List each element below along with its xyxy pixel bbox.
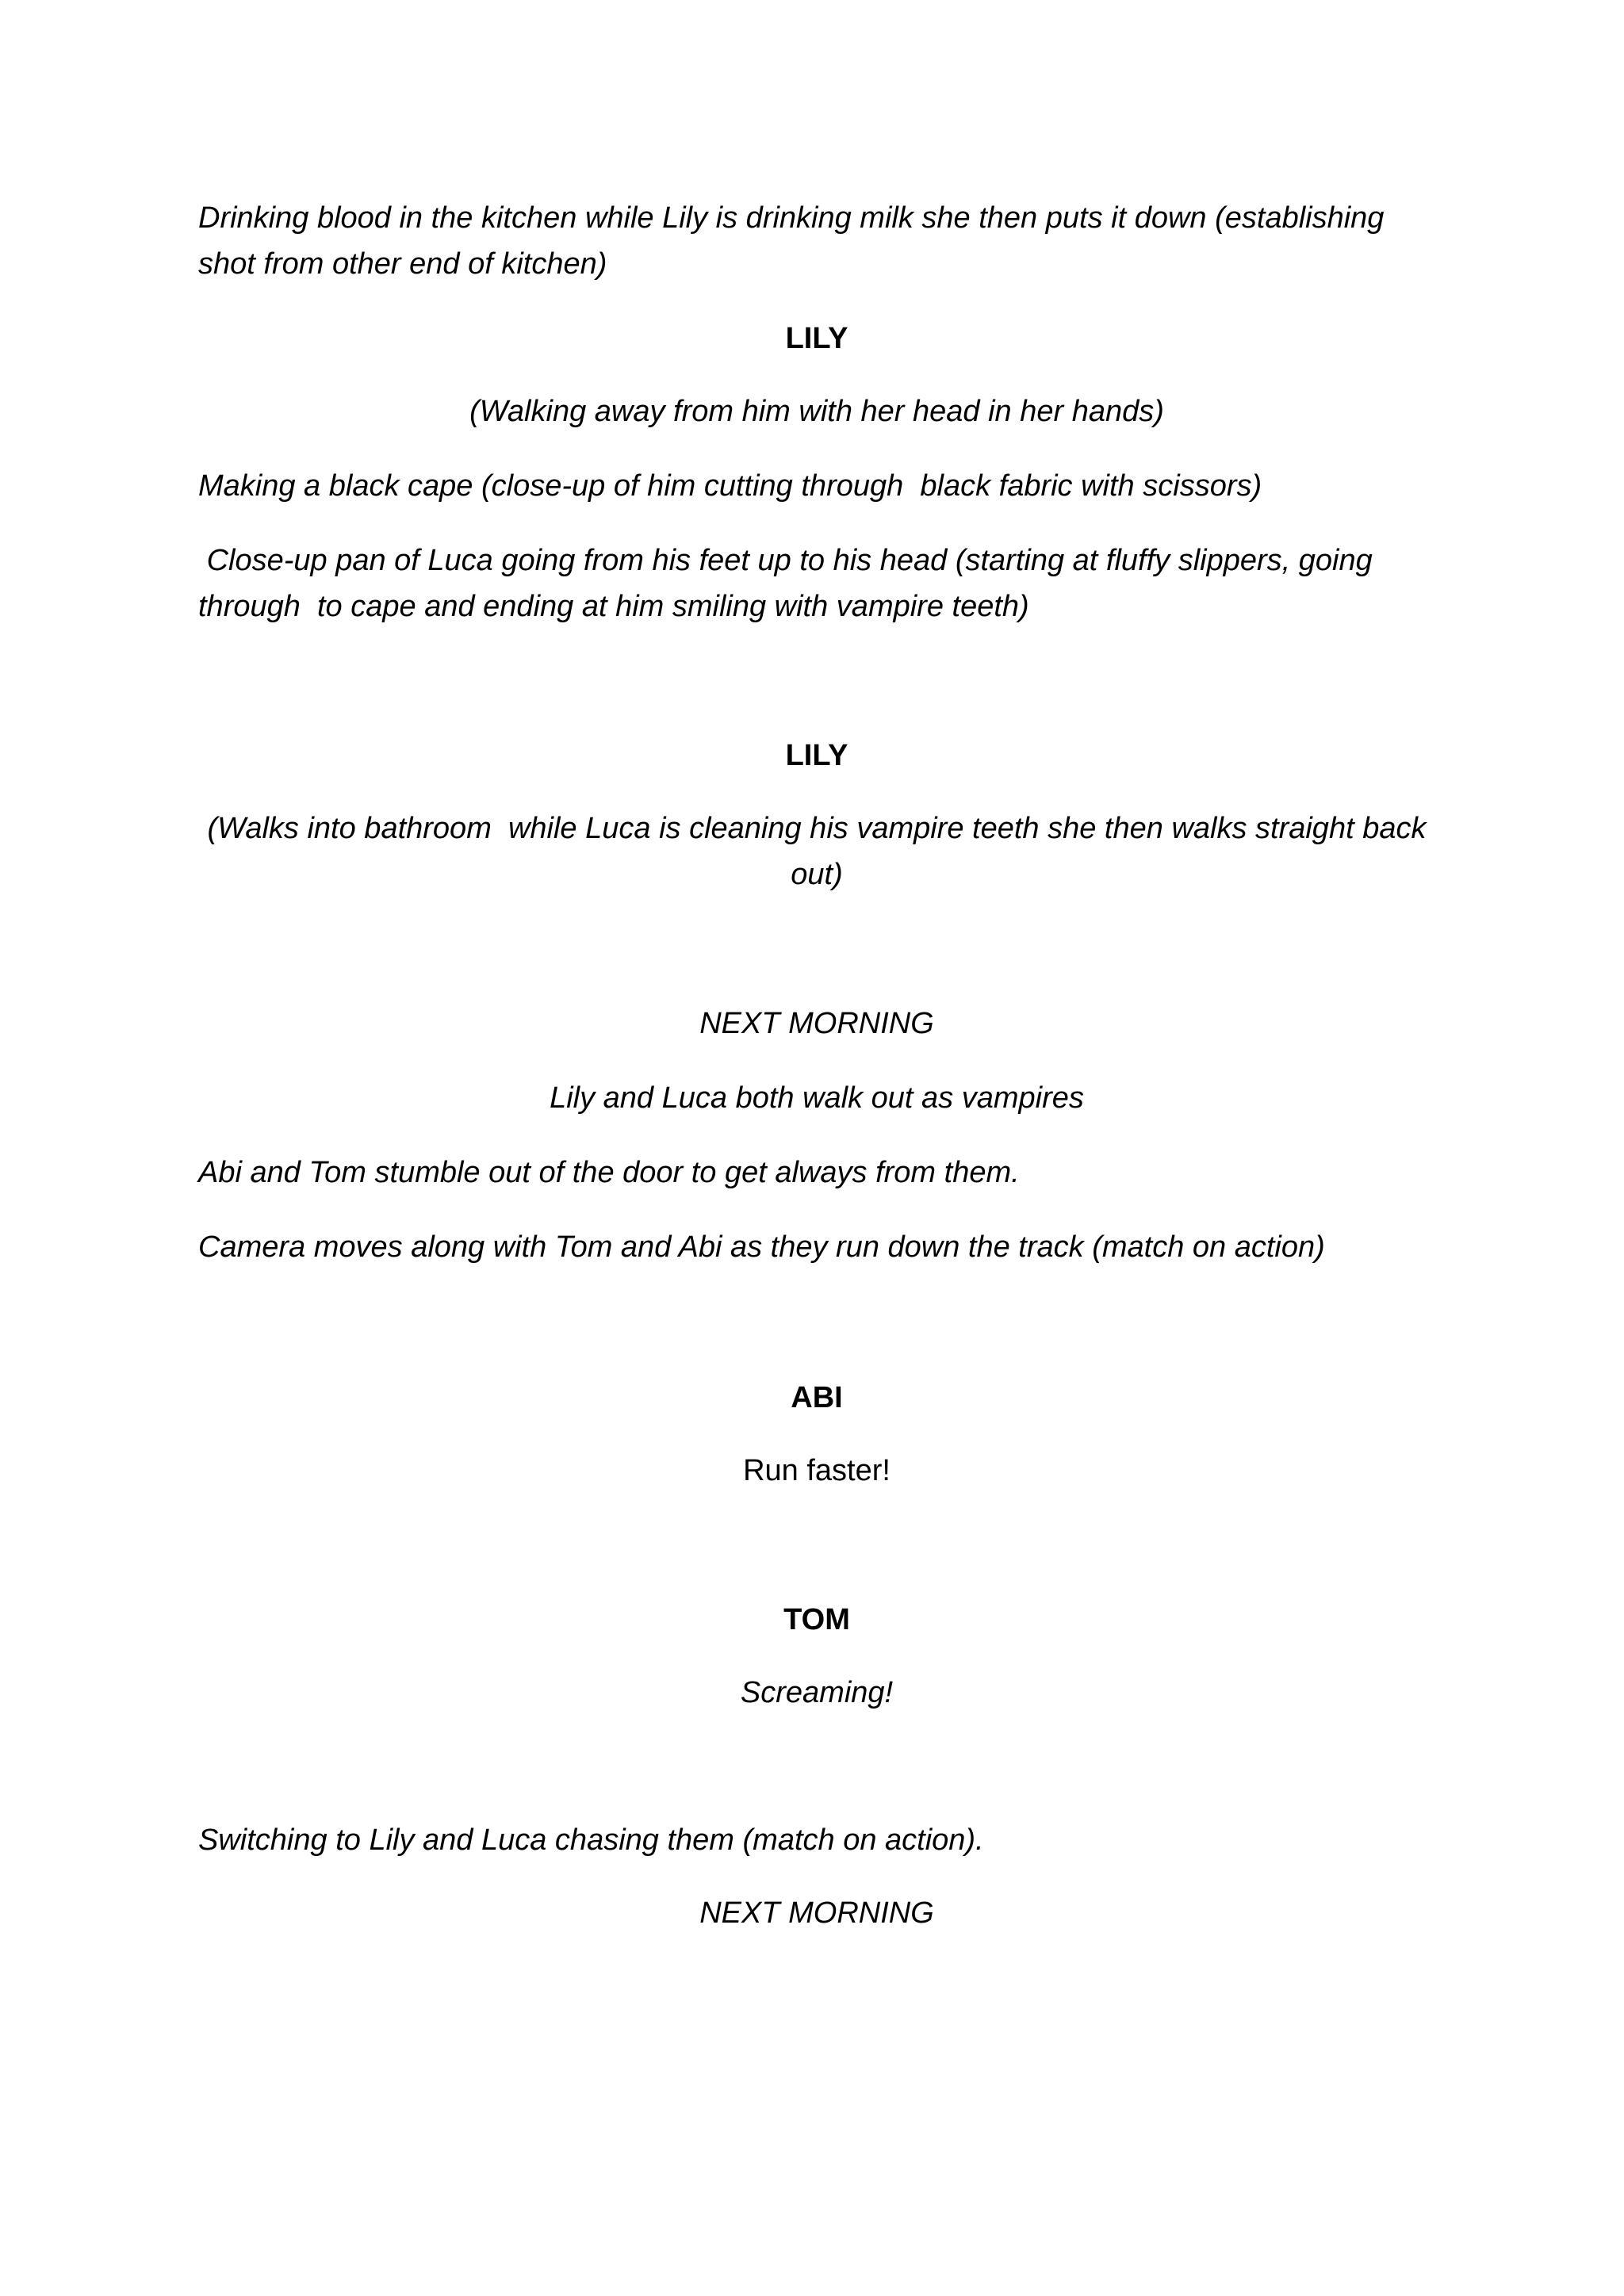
dialogue-screaming: Screaming! [740, 1676, 894, 1709]
scene-heading-next-morning: NEXT MORNING [699, 1007, 934, 1040]
action-walk-out-vampires: Lily and Luca both walk out as vampires [550, 1081, 1084, 1115]
action-camera-moves: Camera moves along with Tom and Abi as they run down the track (match on action) [198, 1230, 1325, 1264]
character-name-lily: LILY [785, 322, 848, 355]
scene-heading-next-morning-2: NEXT MORNING [699, 1896, 934, 1930]
parenthetical-bathroom: (Walks into bathroom while Luca is cleaning his vampire teeth she then walks straight back out) [207, 812, 1435, 891]
character-name-abi: ABI [791, 1381, 843, 1414]
action-kitchen-blood: Drinking blood in the kitchen while Lily is drinking milk she then puts it down (establishing shot from other end of kitchen) [198, 201, 1392, 281]
action-closeup-pan: Close-up pan of Luca going from his feet up to his head (starting at fluffy slippers, going through to cape and ending at him smiling with vampire teeth) [198, 544, 1381, 623]
dialogue-run-faster: Run faster! [743, 1454, 891, 1487]
character-name-lily-2: LILY [785, 739, 848, 772]
action-stumble-out: Abi and Tom stumble out of the door to get always from them. [198, 1156, 1020, 1189]
parenthetical-walking-away: (Walking away from him with her head in her hands) [469, 395, 1164, 428]
action-switching-chase: Switching to Lily and Luca chasing them (match on action). [198, 1823, 984, 1857]
character-name-tom: TOM [783, 1603, 850, 1636]
action-making-cape: Making a black cape (close-up of him cutting through black fabric with scissors) [198, 469, 1262, 503]
